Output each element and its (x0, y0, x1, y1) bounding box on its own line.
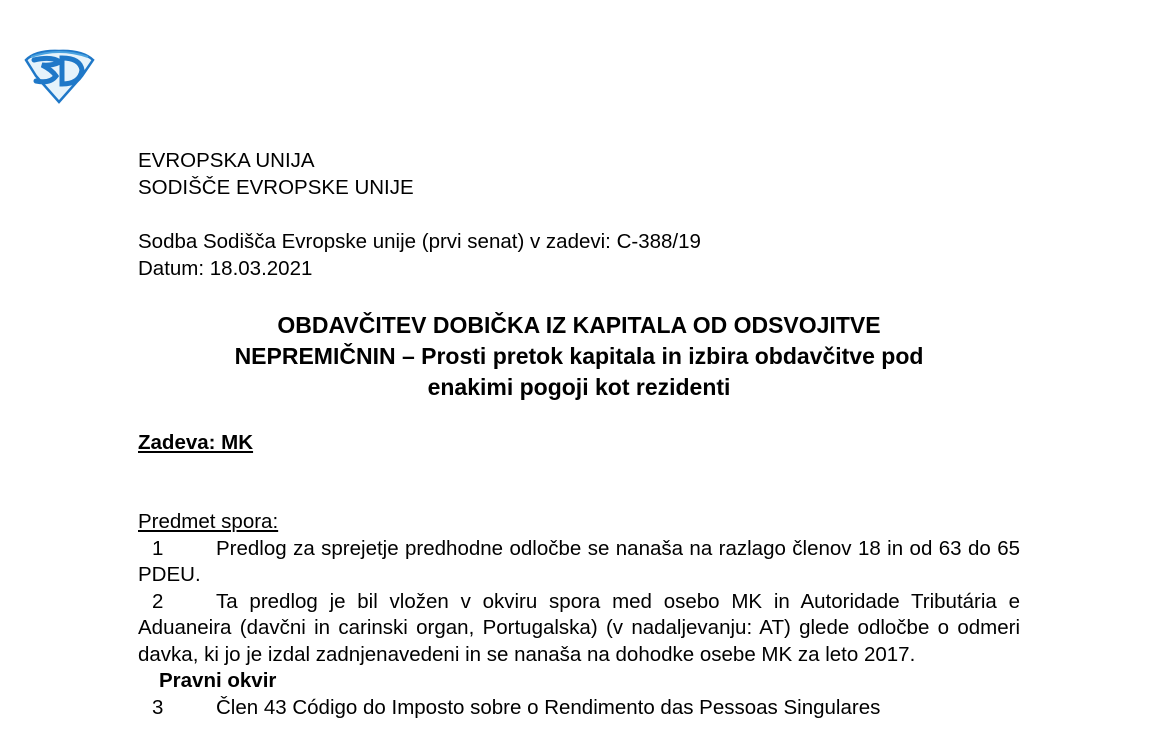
union-name: EVROPSKA UNIJA (138, 149, 315, 172)
title-line-1: OBDAVČITEV DOBIČKA IZ KAPITALA OD ODSVOJITVE (277, 312, 881, 338)
paragraph-number: 3 (152, 695, 164, 719)
court-header (138, 148, 1020, 201)
judgment-date: Datum: 18.03.2021 (138, 256, 313, 280)
subject-heading: Predmet spora: (138, 510, 279, 533)
paragraph (138, 536, 1020, 589)
subject-section (138, 509, 1020, 721)
paragraph-text: Člen 43 Código do Imposto sobre o Rendimento das Pessoas Singulares (216, 695, 881, 719)
paragraph-text: Ta predlog je bil vložen v okviru spora med osebo MK in Autoridade Tributária e Aduaneira (davčni in carinski organ, Portugalska) (v nadaljevanju: AT) glede odločbe o odmeri davka, ki jo je izdal zadnjenavedeni in se nanaša na dohodke osebe MK za leto 2017. (138, 589, 1020, 666)
document-title (138, 310, 1020, 403)
title-line-3: enakimi pogoji kot rezidenti (427, 374, 731, 400)
title-line-2: NEPREMIČNIN – Prosti pretok kapitala in izbira obdavčitve pod (234, 343, 924, 369)
paragraph (138, 695, 1020, 722)
judgment-info (138, 229, 1020, 282)
legal-framework-heading: Pravni okvir (159, 669, 277, 692)
judgment-reference: Sodba Sodišča Evropske unije (prvi senat) v zadevi: C-388/19 (138, 230, 701, 253)
case-party: Zadeva: MK (138, 431, 254, 454)
paragraph-text: Predlog za sprejetje predhodne odločbe se nanaša na razlago členov 18 in od 63 do 65 PDEU. (138, 536, 1020, 586)
court-name: SODIŠČE EVROPSKE UNIJE (138, 175, 414, 199)
paragraph-number: 2 (152, 589, 164, 613)
shield-logo-icon (22, 48, 96, 104)
court-logo (22, 48, 96, 104)
paragraph-number: 1 (152, 536, 164, 560)
paragraph (138, 589, 1020, 669)
